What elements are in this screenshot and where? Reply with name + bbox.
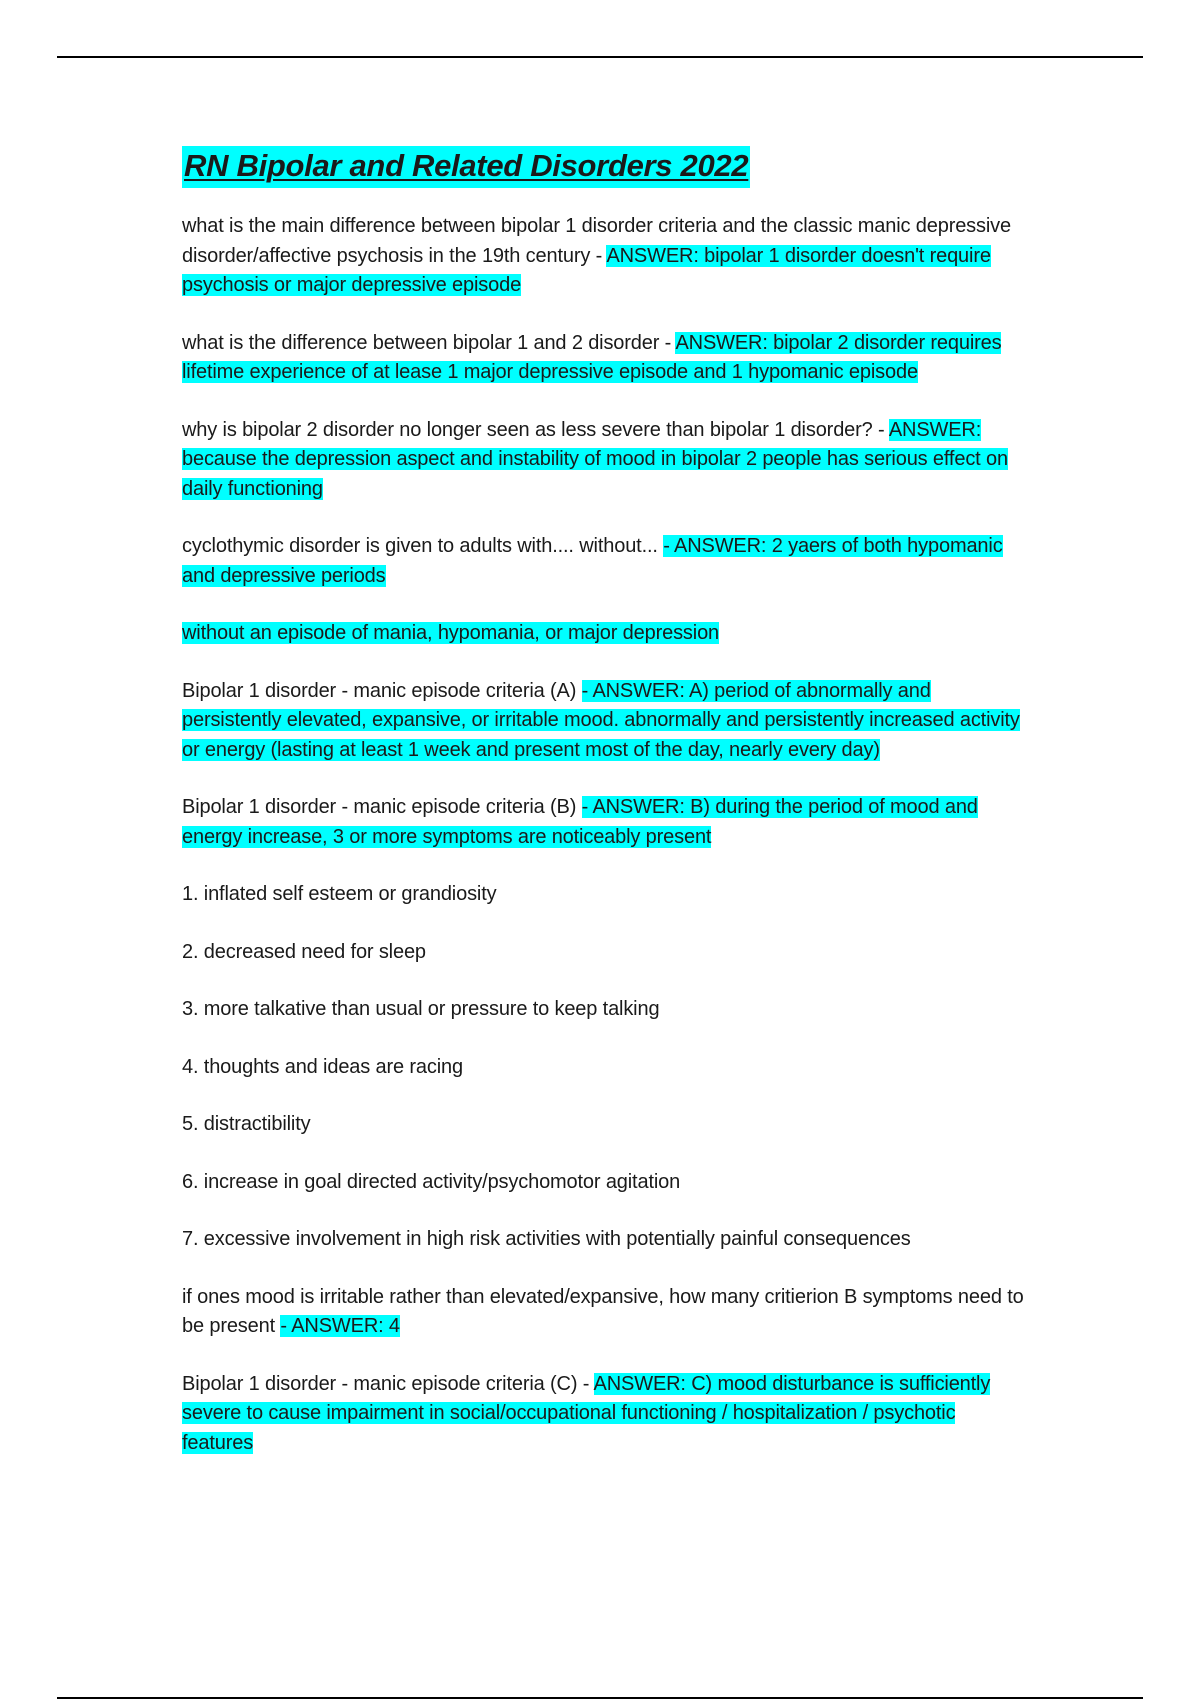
question-text: what is the difference between bipolar 1 and 2 disorder - [182,331,676,354]
document-body [182,146,1028,1486]
document-title: RN Bipolar and Related Disorders 2022 [182,146,750,188]
question-text: why is bipolar 2 disorder no longer seen as less severe than bipolar 1 disorder? - [182,418,889,441]
answer-highlight: - ANSWER: B) during the period of mood and energy increase, 3 or more symptoms are noticeably present [182,796,978,848]
question-text: what is the main difference between bipolar 1 disorder criteria and the classic manic depressive disorder/affective psychosis in the 19th century - [182,215,1011,267]
qa-entry-1 [182,212,1028,301]
symptom-text: 4. thoughts and ideas are racing [182,1055,463,1078]
symptom-item-6 [182,1168,1028,1198]
qa-entry-4 [182,532,1028,591]
symptom-item-1 [182,880,1028,910]
qa-entry-2 [182,329,1028,388]
symptom-item-2 [182,938,1028,968]
symptom-text: 3. more talkative than usual or pressure to keep talking [182,998,660,1020]
answer-highlight: ANSWER: because the depression aspect and instability of mood in bipolar 2 people has serious effect on daily functioning [182,418,1008,500]
answer-highlight: ANSWER: bipolar 2 disorder requires lifetime experience of at lease 1 major depressive episode and 1 hypomanic episode [182,331,1002,383]
header-rule [57,56,1143,58]
symptom-item-7 [182,1225,1028,1255]
symptom-item-5 [182,1110,1028,1140]
question-text: if ones mood is irritable rather than elevated/expansive, how many critierion B symptoms need to be present [182,1285,1024,1337]
answer-highlight: ANSWER: bipolar 1 disorder doesn't require psychosis or major depressive episode [182,244,991,296]
symptom-text: 2. decreased need for sleep [182,940,426,963]
answer-highlight: ANSWER: C) mood disturbance is sufficiently severe to cause impairment in social/occupational functioning / hospitalization / psychotic features [182,1372,991,1454]
question-text: cyclothymic disorder is given to adults with.... without... [182,535,664,557]
qa-entry-6 [182,677,1028,766]
answer-highlight: - ANSWER: 4 [280,1315,400,1337]
symptom-item-3 [182,995,1028,1025]
qa-entry-7 [182,793,1028,852]
answer-highlight: without an episode of mania, hypomania, or major depression [182,622,720,644]
symptom-text: 6. increase in goal directed activity/psychomotor agitation [182,1170,681,1193]
symptom-text: 7. excessive involvement in high risk activities with potentially painful consequences [182,1228,911,1250]
answer-highlight: - ANSWER: 2 yaers of both hypomanic and depressive periods [182,535,1003,587]
answer-highlight: - ANSWER: A) period of abnormally and persistently elevated, expansive, or irritable mood. abnormally and persistently increased activity or energy (lasting at least 1 week and present most of the day, nearly every day) [182,679,1020,761]
qa-entry-5 [182,619,1028,649]
question-text: Bipolar 1 disorder - manic episode criteria (C) - [182,1372,594,1395]
symptom-item-4 [182,1053,1028,1083]
symptom-text: 5. distractibility [182,1113,311,1135]
qa-entry-8 [182,1283,1028,1342]
footer-rule [57,1697,1143,1699]
question-text: Bipolar 1 disorder - manic episode criteria (B) [182,796,582,818]
question-text: Bipolar 1 disorder - manic episode criteria (A) [182,679,582,702]
qa-entry-3 [182,416,1028,505]
symptom-text: 1. inflated self esteem or grandiosity [182,883,497,905]
qa-entry-9 [182,1370,1028,1459]
